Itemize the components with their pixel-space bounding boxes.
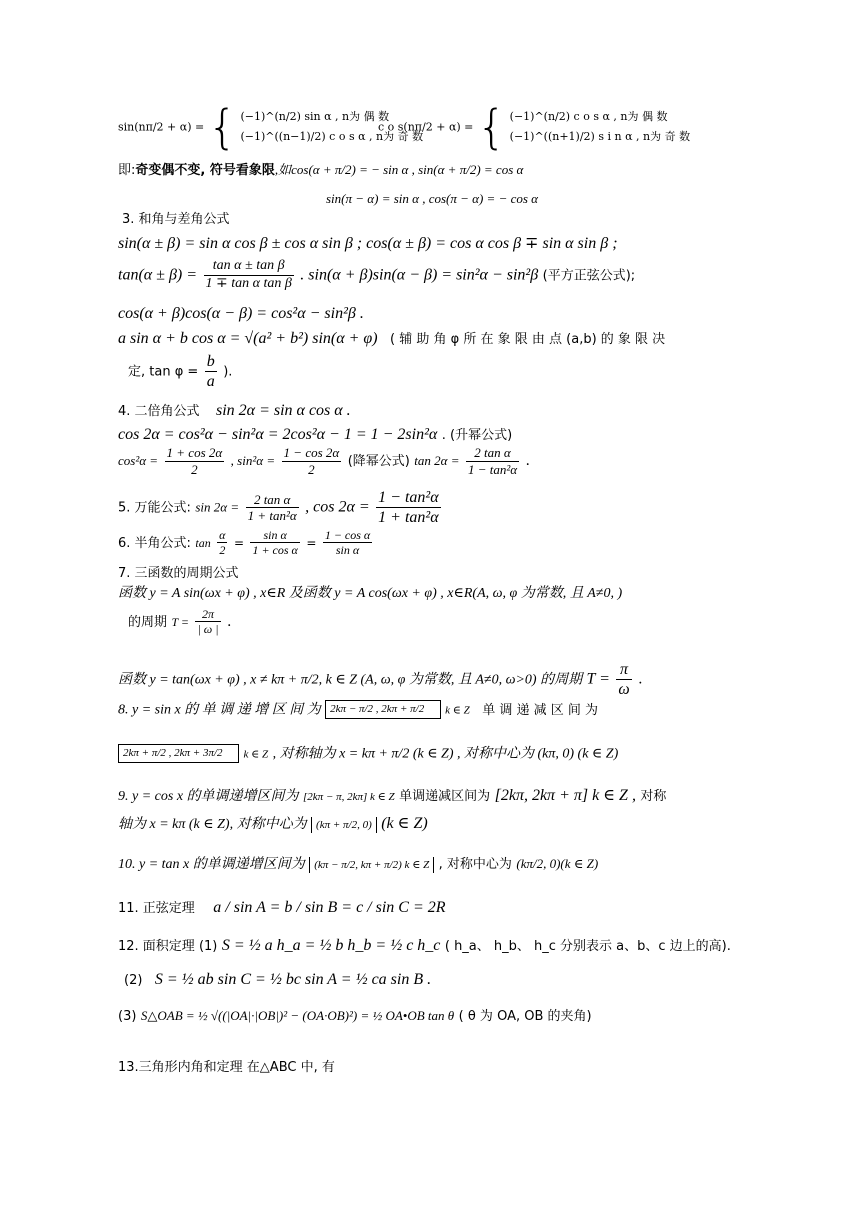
- tan-double-lhs: tan 2α =: [414, 453, 460, 469]
- cos-symmetry-label: 对称: [640, 789, 667, 804]
- area-formula-3-label: (3): [118, 1009, 137, 1024]
- cos-square-den: 2: [191, 461, 198, 477]
- law-of-sines-expr: a / sin A = b / sin B = c / sin C = 2R: [213, 899, 446, 916]
- universal-cos-fraction: [376, 488, 440, 527]
- cos-axis: 轴为 x = kπ (k ∈ Z), 对称中心为: [118, 817, 307, 832]
- cos-decreasing-label: 单调递减区间为: [399, 789, 491, 804]
- universal-formula-line: [118, 488, 443, 527]
- sin-case-odd: (−1)^((n−1)/2) c o s α , n为 奇 数: [240, 130, 424, 143]
- section-13-title: 13.三角形内角和定理 在△ABC 中, 有: [118, 1060, 335, 1075]
- universal-sin-lhs: sin 2α =: [195, 499, 240, 515]
- rule-example: ,如cos(α + π/2) = − sin α , sin(α + π/2) = cos α: [274, 162, 524, 177]
- bracket-close-icon: [428, 700, 441, 719]
- half-angle-f1-num: α: [219, 528, 226, 542]
- raise-power-note: . (升幂公式): [441, 428, 513, 443]
- section-7-title: 7. 三函数的周期公式: [118, 566, 239, 581]
- law-of-sines-label: 11. 正弦定理: [118, 901, 195, 916]
- universal-sin-num: 2 tan α: [246, 492, 299, 509]
- sin-square-lhs: , sin²α =: [230, 453, 276, 469]
- area-formula-3: [118, 1008, 592, 1025]
- tan-increasing-interval: (kπ − π/2, kπ + π/2) k ∈ Z: [309, 857, 434, 873]
- auxiliary-angle-expr: a sin α + b cos α = √(a² + b²) sin(α + φ): [118, 330, 378, 347]
- sin-case-even: (−1)^(n/2) sin α , n为 偶 数: [240, 110, 390, 123]
- tan-monotonic-prefix: 10. y = tan x 的单调递增区间为: [118, 857, 305, 872]
- cos-increasing-interval: [2kπ − π, 2kπ] k ∈ Z: [303, 791, 395, 803]
- sin-square-num: 1 − cos 2α: [283, 445, 340, 460]
- period-tan-end: .: [638, 671, 643, 688]
- period-prefix: 的周期: [128, 614, 168, 630]
- half-angle-frac3: [323, 528, 372, 558]
- rule-mnemonic: 奇变偶不变, 符号看象限: [135, 163, 275, 178]
- tan-phi-prefix: 定, tan φ =: [128, 364, 199, 380]
- sin-increasing-interval: 2kπ − π/2 , 2kπ + π/2: [325, 700, 428, 719]
- area-theorem-label: 12. 面积定理 (1): [118, 939, 218, 954]
- sin-decreasing-kz: k ∈ Z: [243, 748, 269, 761]
- half-angle-lhs: tan: [195, 535, 211, 550]
- sine-square-formula: . sin(α + β)sin(α − β) = sin²α − sin²β: [300, 266, 539, 284]
- tan-center-label: , 对称中心为: [438, 857, 512, 872]
- tan-double-num: 2 tan α: [466, 445, 519, 462]
- tan-sum-lhs: tan(α ± β) =: [118, 266, 198, 284]
- rule-example-2: sin(π − α) = sin α , cos(π − α) = − cos α: [326, 191, 538, 206]
- period-fraction: [195, 607, 220, 637]
- sum-diff-sin-cos: sin(α ± β) = sin α cos β ± cos α sin β ; cos(α ± β) = cos α cos β ∓ sin α sin β ;: [118, 235, 618, 252]
- period-den: | ω |: [197, 622, 219, 637]
- cos-induction-lhs: c o s(nπ/2 + α) =: [378, 120, 474, 134]
- double-angle-sin: sin 2α = sin α cos α .: [216, 402, 351, 419]
- area-formula-1: [118, 936, 731, 955]
- brace-icon: {: [476, 100, 507, 154]
- brace-icon: {: [207, 100, 237, 154]
- cos-square-formula: cos(α + β)cos(α − β) = cos²α − sin²β .: [118, 305, 364, 322]
- period-T: T =: [171, 614, 190, 629]
- half-angle-f2-den: 1 + cos α: [252, 543, 298, 558]
- sin-decreasing-interval: 2kπ + π/2 , 2kπ + 3π/2: [118, 744, 227, 763]
- tan-double-end: .: [525, 453, 530, 470]
- period-tan-num: π: [616, 660, 631, 680]
- cos-square-num: 1 + cos 2α: [166, 445, 223, 460]
- cos-case-even: (−1)^(n/2) c o s α , n为 偶 数: [509, 110, 668, 123]
- period-sin-cos: 函数 y = A sin(ωx + φ) , x∈R 及函数 y = A cos(ωx + φ) , x∈R(A, ω, φ 为常数, 且 A≠0, ): [118, 586, 623, 601]
- section-4-title: 4. 二倍角公式: [118, 404, 200, 419]
- tan-sum-numerator: tan α ± tan β: [204, 258, 294, 276]
- cos-center-kz: (k ∈ Z): [381, 815, 428, 832]
- sum-diff-tan-line: [118, 258, 635, 293]
- equals-sign: =: [306, 535, 317, 550]
- tan-phi-numerator: b: [205, 352, 217, 372]
- cos-case-odd: (−1)^((n+1)/2) s i n α , n为 奇 数: [509, 130, 691, 143]
- sin-symmetry-line: [118, 744, 618, 763]
- double-angle-cos-line: [118, 425, 512, 444]
- auxiliary-angle-note: ( 辅 助 角 φ 所 在 象 限 由 点 (a,b) 的 象 限 决: [390, 332, 666, 347]
- half-angle-line: [118, 528, 374, 558]
- area-formula-1-note: ( h_a、 h_b、 h_c 分别表示 a、b、c 边上的高).: [444, 939, 731, 954]
- sin-monotonic-prefix: 8. y = sin x 的 单 调 递 增 区 间 为: [118, 702, 321, 718]
- sin-square-den: 2: [308, 461, 315, 477]
- cos-square-fraction: [165, 445, 225, 477]
- cos-square-lhs: cos²α =: [118, 453, 159, 469]
- auxiliary-angle-line: [118, 329, 665, 348]
- period-tan-den: ω: [618, 681, 630, 699]
- sine-square-note: (平方正弦公式);: [542, 268, 636, 284]
- tan-center: (kπ/2, 0)(k ∈ Z): [516, 856, 599, 871]
- tan-phi-fraction: [205, 352, 217, 391]
- area-formula-2-label: (2): [124, 973, 143, 988]
- area-formula-2-expr: S = ½ ab sin C = ½ bc sin A = ½ ca sin B .: [154, 971, 432, 988]
- universal-sin-fraction: [246, 492, 299, 524]
- half-angle-f2-num: sin α: [250, 528, 299, 543]
- tan-double-fraction: [466, 445, 519, 477]
- reduce-power-note: (降幂公式): [347, 454, 410, 470]
- universal-cos-num: 1 − tan²α: [376, 488, 440, 508]
- sin-square-fraction: [282, 445, 342, 477]
- half-angle-f3-den: sin α: [335, 543, 360, 558]
- period-tan-fraction: [616, 660, 631, 699]
- tan-double-den: 1 − tan²α: [467, 461, 518, 477]
- cos-monotonic-line: [118, 786, 666, 806]
- law-of-sines-line: [118, 898, 446, 917]
- sin-induction-lhs: sin(nπ/2 + α) =: [118, 120, 205, 134]
- cos-center: (kπ + π/2, 0): [311, 817, 377, 833]
- rule-prefix: 即:: [118, 163, 136, 178]
- period-tan-T: T =: [586, 670, 610, 688]
- cos-monotonic-prefix: 9. y = cos x 的单调递增区间为: [118, 789, 299, 804]
- section-3-title: 3. 和角与差角公式: [122, 212, 230, 227]
- tan-monotonic-line: [118, 856, 598, 874]
- double-angle-title-line: [118, 401, 351, 420]
- sin-symmetry: , 对称轴为 x = kπ + π/2 (k ∈ Z) , 对称中心为 (kπ, 0) (k ∈ Z): [272, 746, 619, 762]
- tan-phi-denominator: a: [206, 373, 215, 391]
- area-formula-3-note: ( θ 为 OA, OB 的夹角): [458, 1009, 592, 1024]
- induction-rule: [118, 162, 523, 179]
- half-angle-f3-num: 1 − cos α: [324, 528, 371, 542]
- half-angle-f1-den: 2: [219, 543, 226, 558]
- cos-symmetry-line: [118, 814, 428, 834]
- area-formula-3-expr: S△OAB = ½ √((|OA|·|OB|)² − (OA·OB)²) = ½ OA•OB tan θ: [140, 1008, 455, 1023]
- universal-sin-den: 1 + tan²α: [247, 508, 297, 524]
- area-formula-1-expr: S = ½ a h_a = ½ b h_b = ½ c h_c: [221, 937, 441, 954]
- period-sin-cos-result: [128, 607, 231, 637]
- tan-sum-fraction: [204, 258, 294, 293]
- period-num: 2π: [195, 607, 220, 622]
- tan-sum-denominator: 1 ∓ tan α tan β: [205, 275, 292, 291]
- equals-sign: =: [233, 535, 244, 550]
- bracket-close-icon: [227, 744, 240, 763]
- tan-phi-suffix: ).: [223, 364, 233, 380]
- period-tan-line: [118, 660, 643, 699]
- sin-decreasing-label: 单 调 递 减 区 间 为: [482, 702, 599, 718]
- period-tan: 函数 y = tan(ωx + φ) , x ≠ kπ + π/2, k ∈ Z (A, ω, φ 为常数, 且 A≠0, ω>0) 的周期: [118, 672, 583, 688]
- double-angle-cos: cos 2α = cos²α − sin²α = 2cos²α − 1 = 1 − 2sin²α: [118, 426, 438, 443]
- universal-cos-den: 1 + tan²α: [378, 509, 439, 527]
- half-angle-frac1: [217, 528, 227, 558]
- area-formula-2: [124, 970, 431, 989]
- auxiliary-angle-tan: [128, 352, 232, 391]
- universal-cos-lhs: , cos 2α =: [305, 498, 370, 516]
- cos-decreasing-interval: [2kπ, 2kπ + π] k ∈ Z ,: [494, 787, 636, 804]
- half-angle-frac2: [250, 528, 299, 558]
- sin-monotonic-line: [118, 700, 598, 719]
- sin-increasing-kz: k ∈ Z: [445, 704, 470, 717]
- cos-induction-formula: [378, 100, 691, 154]
- section-5-title: 5. 万能公式:: [118, 500, 191, 516]
- power-reduction-line: [118, 445, 530, 477]
- cos-induction-cases: [510, 107, 690, 147]
- section-6-title: 6. 半角公式:: [118, 535, 191, 551]
- period-end: .: [227, 613, 232, 630]
